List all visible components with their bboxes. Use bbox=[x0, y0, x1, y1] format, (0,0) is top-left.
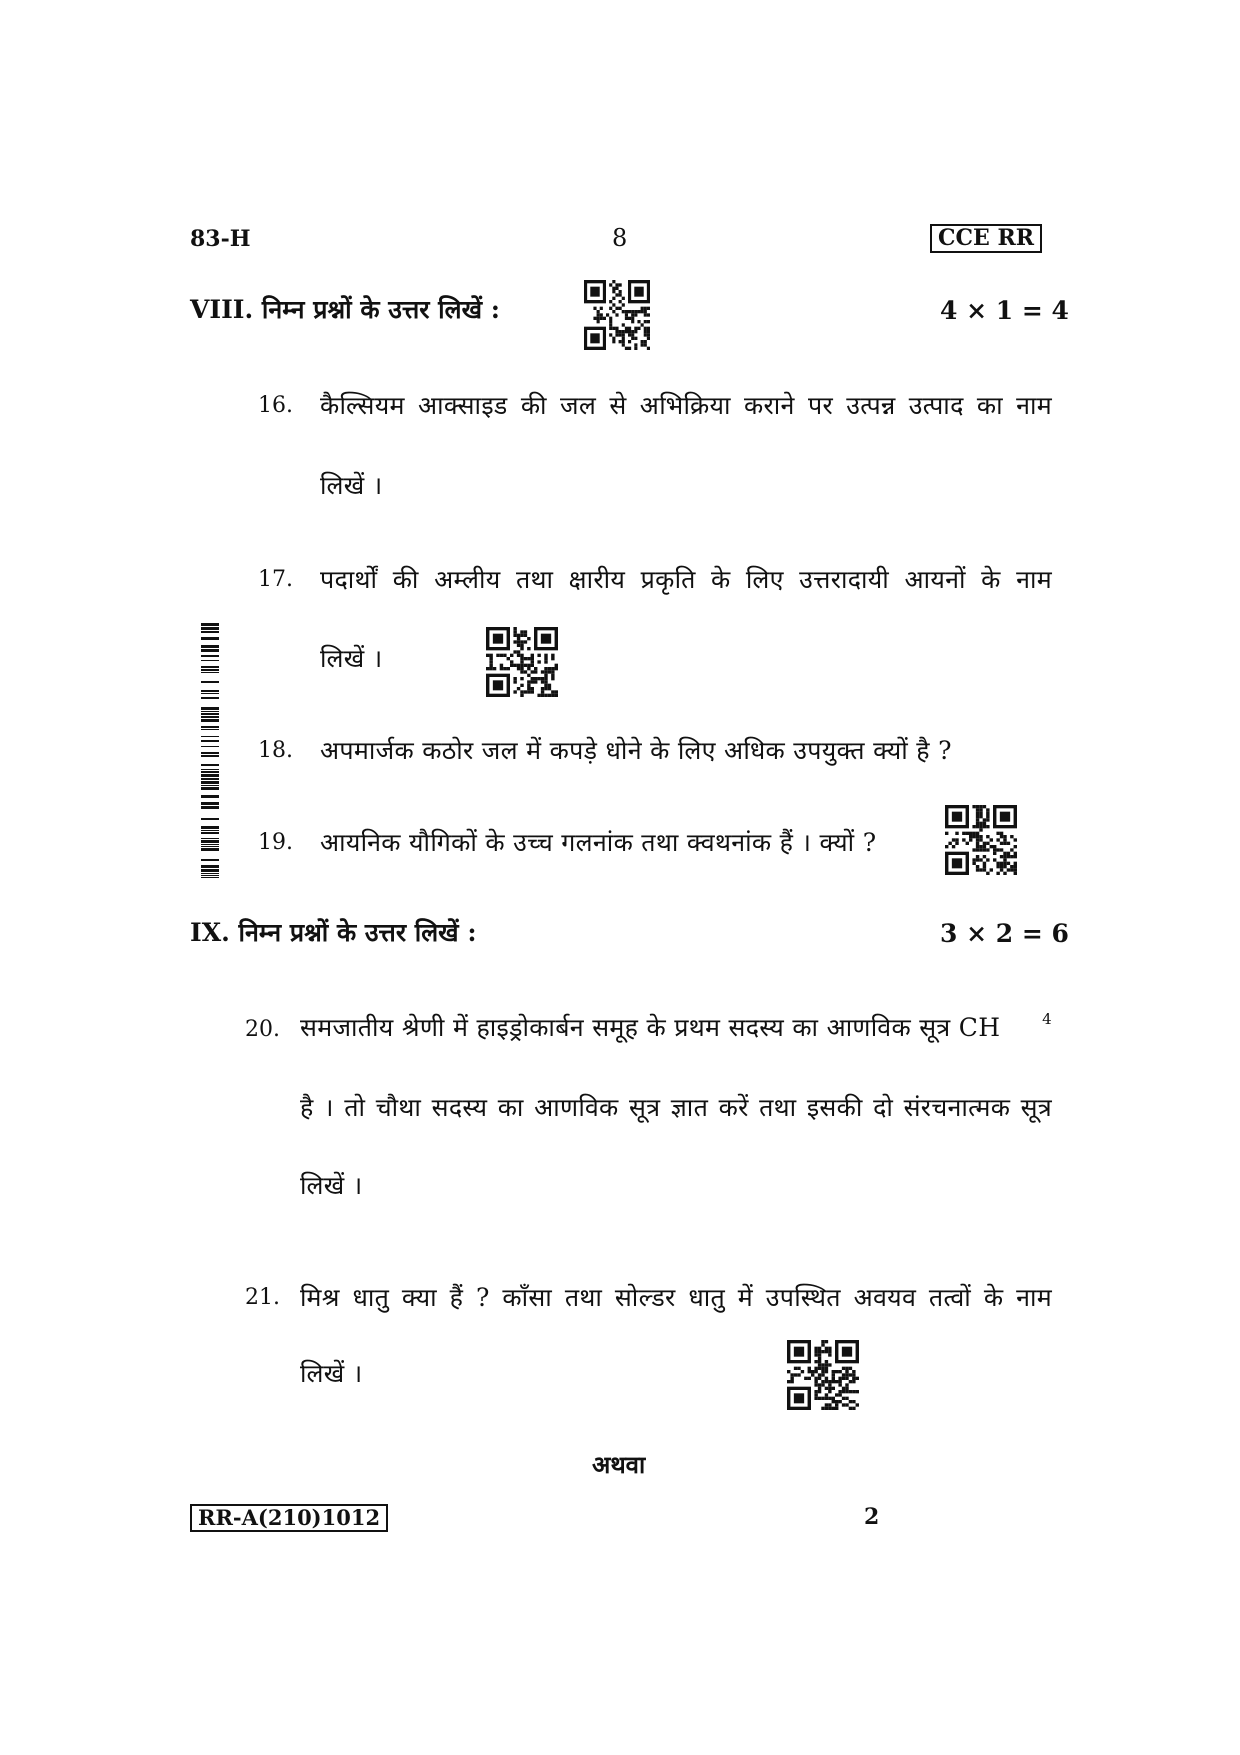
qr-code-icon bbox=[945, 805, 1017, 875]
question-17-line1: पदार्थों की अम्लीय तथा क्षारीय प्रकृति के लिए उत्तरादायी आयनों के नाम bbox=[320, 565, 1052, 594]
paper-code: 83-H bbox=[190, 226, 251, 252]
question-20-subscript: 4 bbox=[1042, 1010, 1052, 1028]
question-19-line1: आयनिक यौगिकों के उच्च गलनांक तथा क्वथनांक हैं । क्यों ? bbox=[320, 828, 877, 857]
section-ix-heading: निम्न प्रश्नों के उत्तर लिखें : bbox=[238, 918, 477, 947]
question-21-number: 21. bbox=[245, 1285, 280, 1310]
page-number: 8 bbox=[612, 224, 628, 252]
question-17-line2: लिखें । bbox=[320, 644, 383, 673]
question-21-line2: लिखें । bbox=[300, 1359, 363, 1388]
question-20-line2: है । तो चौथा सदस्य का आणविक सूत्र ज्ञात करें तथा इसकी दो संरचनात्मक सूत्र bbox=[300, 1093, 1052, 1122]
barcode-icon bbox=[201, 623, 219, 880]
section-ix-marks: 3 × 2 = 6 bbox=[940, 919, 1069, 948]
question-20-line3: लिखें । bbox=[300, 1171, 363, 1200]
section-viii-roman: VIII. bbox=[190, 295, 254, 324]
footer-sheet-number: 2 bbox=[864, 1504, 880, 1530]
section-viii-marks: 4 × 1 = 4 bbox=[940, 296, 1069, 325]
question-20-line1 bbox=[300, 1010, 1052, 1044]
section-ix-title bbox=[190, 915, 477, 949]
question-16-number: 16. bbox=[258, 393, 293, 418]
question-18-number: 18. bbox=[258, 738, 293, 763]
question-18-line1: अपमार्जक कठोर जल में कपड़े धोने के लिए अधिक उपयुक्त क्यों है ? bbox=[320, 736, 952, 765]
question-16-line2: लिखें । bbox=[320, 471, 383, 500]
cce-badge: CCE RR bbox=[930, 224, 1042, 253]
section-viii-heading: निम्न प्रश्नों के उत्तर लिखें : bbox=[261, 295, 500, 324]
footer-code: RR-A(210)1012 bbox=[190, 1504, 388, 1532]
question-16-line1: कैल्सियम आक्साइड की जल से अभिक्रिया कराने पर उत्पन्न उत्पाद का नाम bbox=[320, 391, 1052, 420]
qr-code-icon bbox=[584, 280, 650, 350]
or-label: अथवा bbox=[592, 1450, 646, 1479]
qr-code-icon bbox=[486, 627, 558, 697]
question-21-line1: मिश्र धातु क्या हैं ? काँसा तथा सोल्डर धातु में उपस्थित अवयव तत्वों के नाम bbox=[300, 1283, 1052, 1312]
question-17-number: 17. bbox=[258, 567, 293, 592]
question-19-number: 19. bbox=[258, 830, 293, 855]
section-ix-roman: IX. bbox=[190, 918, 230, 947]
question-20-number: 20. bbox=[245, 1017, 280, 1042]
qr-code-icon bbox=[787, 1340, 859, 1410]
question-20-line1-text: समजातीय श्रेणी में हाइड्रोकार्बन समूह के प्रथम सदस्य का आणविक सूत्र CH bbox=[300, 1013, 1001, 1042]
section-viii-title bbox=[190, 292, 500, 326]
